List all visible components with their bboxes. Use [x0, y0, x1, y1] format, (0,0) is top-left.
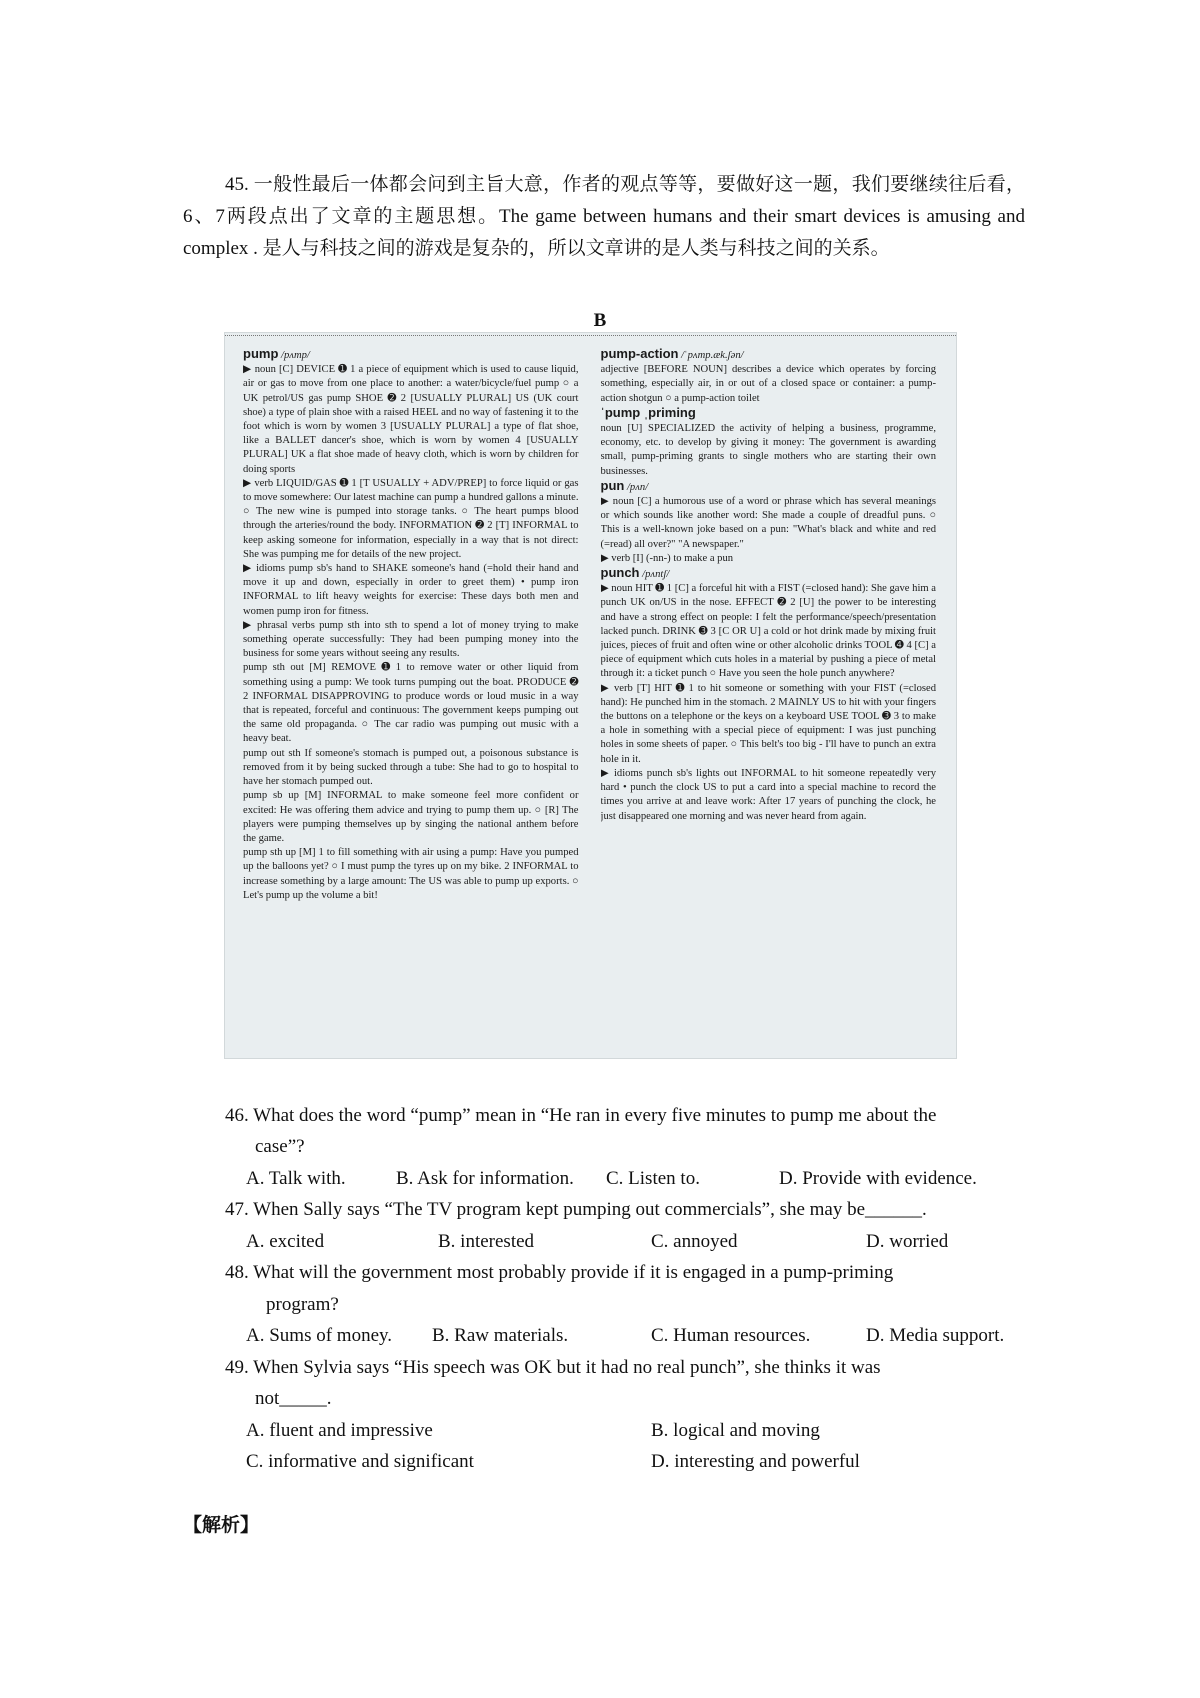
entry-pun-verb: ▶ verb [I] (-nn-) to make a pun — [600, 552, 734, 564]
entry-pun-head: pun /pʌn/ — [600, 477, 649, 493]
entry-pump-sth-up: pump sth up [M] 1 to fill something with air using a pump: Have you pumped up the balloons yet? ○ I must pump the tyres up on my bike. 2 INFORMAL to increase something by a large amount: The US was able to pump up exports. ○ Let's pump up the volume a bit! — [243, 847, 579, 901]
entry-punch-head: punch /pʌntʃ/ — [600, 565, 670, 581]
option-c[interactable]: C. Human resources. — [651, 1325, 811, 1346]
entry-pump-priming-head: ˈpump ˌpriming — [600, 404, 696, 420]
entry-pump-noun: ▶ noun [C] DEVICE ➊ 1 a piece of equipment which is used to cause liquid, air or gas to move from one place to another: a water/bicycle/fuel pump ○ a UK petrol/US gas pump SHOE ➋ 2 [USUALLY PLURAL] US (UK court shoe) a type of plain shoe with a raised HEEL and no way of fastening it to the foot which is worn by women 3 [USUALLY PLURAL] a type of flat shoe, like a BALLET dancer's shoe, which is worn by women 4 [USUALLY PLURAL] UK a flat shoe made of heavy cloth, which is worn by children for doing sports — [243, 364, 579, 475]
option-d[interactable]: D. interesting and powerful — [651, 1451, 860, 1472]
entry-pump-action: adjective [BEFORE NOUN] describes a device which operates by forcing something, especially air, in or out of a closed space or container: a pump-action shotgun ○ a pump-action toilet — [600, 364, 936, 404]
question-48-stem: 48. What will the government most probably provide if it is engaged in a pump-priming — [225, 1262, 894, 1283]
entry-pump-out: pump sth out [M] REMOVE ➊ 1 to remove water or other liquid from something using a pump: We took turns pumping out the boat. PRODUCE ➋ 2 INFORMAL DISAPPROVING to produce words or loud music in a way that is repeated, forceful and continuous: The government keeps pumping out the same old propaganda. ○ The car radio was pumping out music with a heavy beat. — [243, 662, 579, 745]
option-a[interactable]: A. Talk with. — [246, 1168, 346, 1189]
option-a[interactable]: A. fluent and impressive — [246, 1420, 433, 1441]
option-d[interactable]: D. worried — [866, 1231, 949, 1252]
entry-pump-action-head: pump-action /ˈpʌmp.æk.ʃən/ — [600, 347, 744, 361]
dotted-divider — [225, 335, 956, 336]
option-c[interactable]: C. informative and significant — [246, 1451, 474, 1472]
option-a[interactable]: A. Sums of money. — [246, 1325, 393, 1346]
entry-pump-out-sth: pump out sth If someone's stomach is pumped out, a poisonous substance is removed from it by being sucked through a tube: She had to go to hospital to have her stomach pumped out. — [243, 747, 579, 788]
option-d[interactable]: D. Provide with evidence. — [779, 1168, 977, 1189]
entry-pump-phrasal: ▶ phrasal verbs pump sth into sth to spend a lot of money trying to make something operate successfully: They had been pumping money into the business for some years without seeing any results. — [243, 619, 579, 660]
entry-pump-verb: ▶ verb LIQUID/GAS ➊ 1 [T USUALLY + ADV/PREP] to force liquid or gas to move somewhere: Our latest machine can pump a hundred gallons a minute. ○ The new wine is pumped into storage tanks. ○ The heart pumps blood through the arteries/round the body. INFORMATION ➋ 2 [T] INFORMAL to keep asking someone for information, especially in a way that is not direct: She was pumping me for details of the new project. — [243, 477, 579, 560]
question-46-stem-cont: case”? — [255, 1136, 305, 1157]
option-b[interactable]: B. logical and moving — [651, 1420, 820, 1441]
entry-punch-noun: ▶ noun HIT ➊ 1 [C] a forceful hit with a FIST (=closed hand): She gave him a punch UK on/US in the nose. EFFECT ➋ 2 [U] the power to be interesting and have a strong effect on people: I felt the performance/speech/presentation lacked punch. DRINK ➌ 3 [C OR U] a cold or hot drink made by mixing fruit juices, pieces of fruit and often wine or other alcoholic drinks TOOL ➍ 4 [C] a piece of equipment which cuts holes in a material by pushing a piece of metal through it: a ticket punch ○ Have you seen the hole punch anywhere? — [600, 583, 936, 680]
entry-punch-verb: ▶ verb [T] HIT ➊ 1 to hit someone or something with your FIST (=closed hand): He punched him in the stomach. 2 MAINLY US to hit with your fingers the buttons on a telephone or the keys on a keyboard USE TOOL ➌ 3 to make a hole in something with a special piece of equipment: I was just punching holes in some sheets of paper. ○ This belt's too big - I'll have to punch an extra hole in it. — [600, 682, 936, 765]
dictionary-right-column — [601, 347, 937, 1048]
question-46-stem: 46. What does the word “pump” mean in “He ran in every five minutes to pump me about the — [225, 1105, 937, 1126]
option-b[interactable]: B. Raw materials. — [432, 1325, 569, 1346]
entry-pump-up: pump sb up [M] INFORMAL to make someone feel more confident or excited: He was offering them advice and trying to pump them up. ○ [R] The players were pumping themselves up by singing the national anthem before the game. — [243, 790, 579, 844]
option-d[interactable]: D. Media support. — [866, 1325, 1005, 1346]
option-c[interactable]: C. Listen to. — [606, 1168, 700, 1189]
entry-punch-idioms: ▶ idioms punch sb's lights out INFORMAL to hit someone repeatedly very hard • punch the clock US to put a card into a special machine to record the times you arrive at and leave work: After 17 years of punching the clock, he just disappeared one morning and was never heard from again. — [600, 767, 936, 822]
entry-pun-noun: ▶ noun [C] a humorous use of a word or phrase which has several meanings or which sounds like another word: She made a couple of dreadful puns. ○ This is a well-known joke based on a pun: "What's black and white and red (=read) all over?" "A newspaper." — [600, 496, 936, 550]
analysis-label: 【解析】 — [183, 1515, 260, 1536]
question-48-stem-cont: program? — [266, 1294, 339, 1315]
option-b[interactable]: B. interested — [438, 1231, 535, 1252]
question-49-stem: 49. When Sylvia says “His speech was OK but it had no real punch”, she thinks it was — [225, 1357, 881, 1378]
entry-pump-priming: noun [U] SPECIALIZED the activity of helping a business, programme, economy, etc. to develop by giving it money: The government is awarding small, pump-priming grants to single mothers who are starting their own businesses. — [600, 423, 936, 477]
dictionary-image — [224, 332, 957, 1059]
option-a[interactable]: A. excited — [246, 1231, 325, 1252]
entry-pump-idioms: ▶ idioms pump sb's hand to SHAKE someone's hand (=hold their hand and move it up and down, especially in order to greet them) • pump iron INFORMAL to lift heavy weights for exercise: These days both men and women pump iron for fitness. — [243, 563, 579, 617]
option-b[interactable]: B. Ask for information. — [396, 1168, 574, 1189]
option-c[interactable]: C. annoyed — [651, 1231, 738, 1252]
entry-pump-head: pump /pʌmp/ — [243, 347, 310, 361]
question-47-stem: 47. When Sally says “The TV program kept pumping out commercials”, she may be______. — [225, 1199, 927, 1220]
section-label: B — [593, 310, 607, 331]
question-49-stem-cont: not_____. — [255, 1388, 332, 1409]
dictionary-left-column — [243, 347, 579, 1048]
explanation-45: 45. 一般性最后一体都会问到主旨大意，作者的观点等等，要做好这一题，我们要继续往后看，6、7两段点出了文章的主题思想。The game between humans and their smart devices is amusing and complex . 是人与科技之间的游戏是复杂的，所以文章讲的是人类与科技之间的关系。 — [183, 174, 1025, 259]
